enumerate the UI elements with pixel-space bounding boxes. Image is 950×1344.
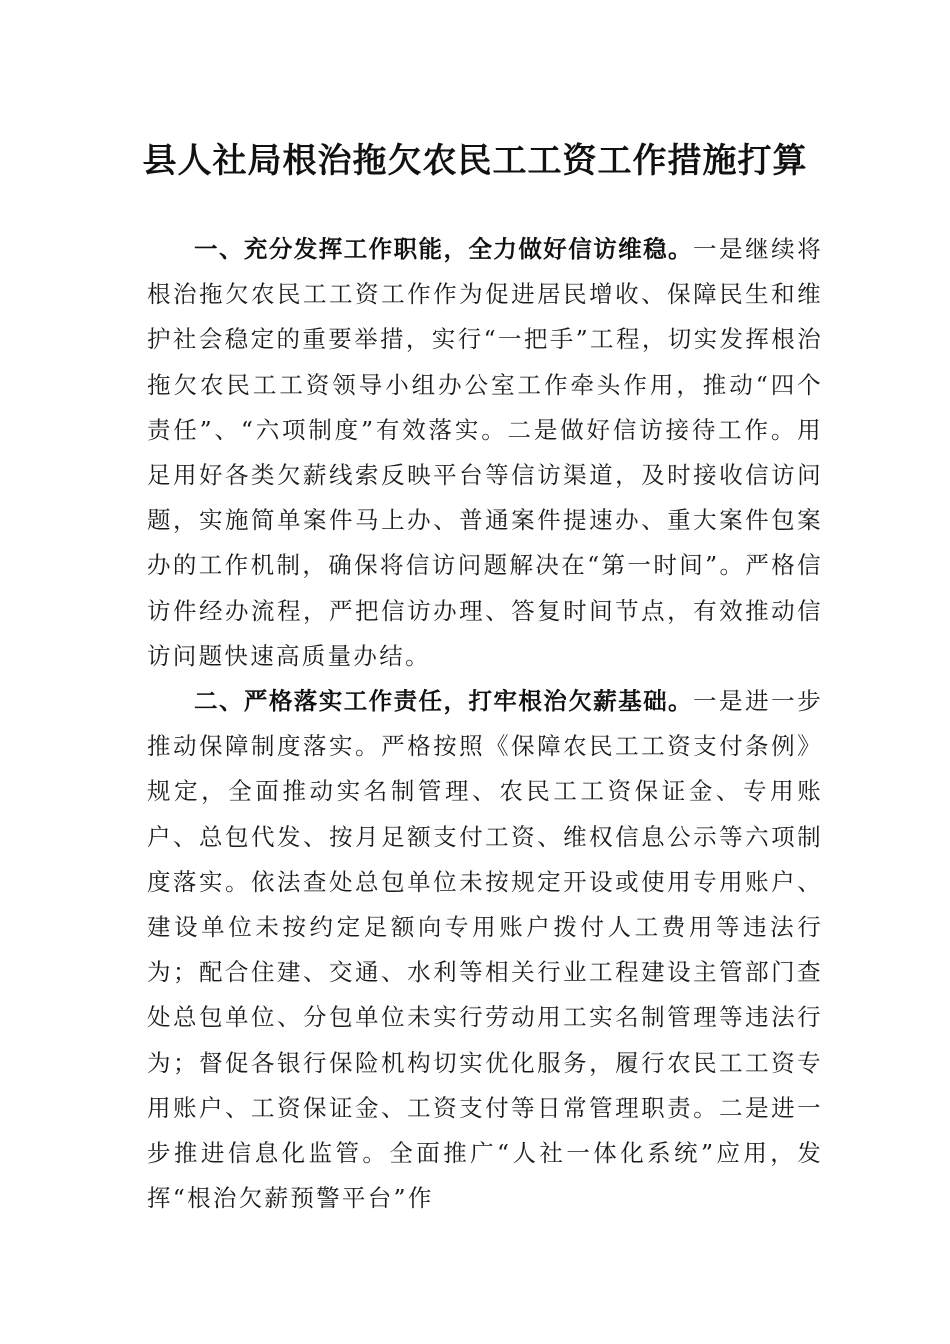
paragraph-1-text: 一是继续将根治拖欠农民工工资工作作为促进居民增收、保障民生和维护社会稳定的重要举措，实行“一把手”工程，切实发挥根治拖欠农民工工资领导小组办公室工作牵头作用，推动“四个责任”、“六项制度”有效落实。二是做好信访接待工作。用足用好各类欠薪线索反映平台等信访渠道，及时接收信访问题，实施简单案件马上办、普通案件提速办、重大案件包案办的工作机制，确保将信访问题解决在“第一时间”。严格信访件经办流程，严把信访办理、答复时间节点，有效推动信访问题快速高质量办结。 [147,235,823,670]
document-body [147,227,823,1221]
paragraph-2-text: 一是进一步推动保障制度落实。严格按照《保障农民工工资支付条例》规定，全面推动实名制管理、农民工工资保证金、专用账户、总包代发、按月足额支付工资、维权信息公示等六项制度落实。依法查处总包单位未按规定开设或使用专用账户、建设单位未按约定足额向专用账户拨付人工费用等违法行为；配合住建、交通、水利等相关行业工程建设主管部门查处总包单位、分包单位未实行劳动用工实名制管理等违法行为；督促各银行保险机构切实优化服务，履行农民工工资专用账户、工资保证金、工资支付等日常管理职责。二是进一步推进信息化监管。全面推广“人社一体化系统”应用，发挥“根治欠薪预警平台”作 [147,687,823,1213]
paragraph-2 [147,679,823,1221]
paragraph-1-heading: 一、充分发挥工作职能，全力做好信访维稳。 [194,235,693,263]
paragraph-2-heading: 二、严格落实工作责任，打牢根治欠薪基础。 [194,687,693,716]
document-title: 县人社局根治拖欠农民工工资工作措施打算 [142,141,808,181]
paragraph-1 [147,227,823,679]
